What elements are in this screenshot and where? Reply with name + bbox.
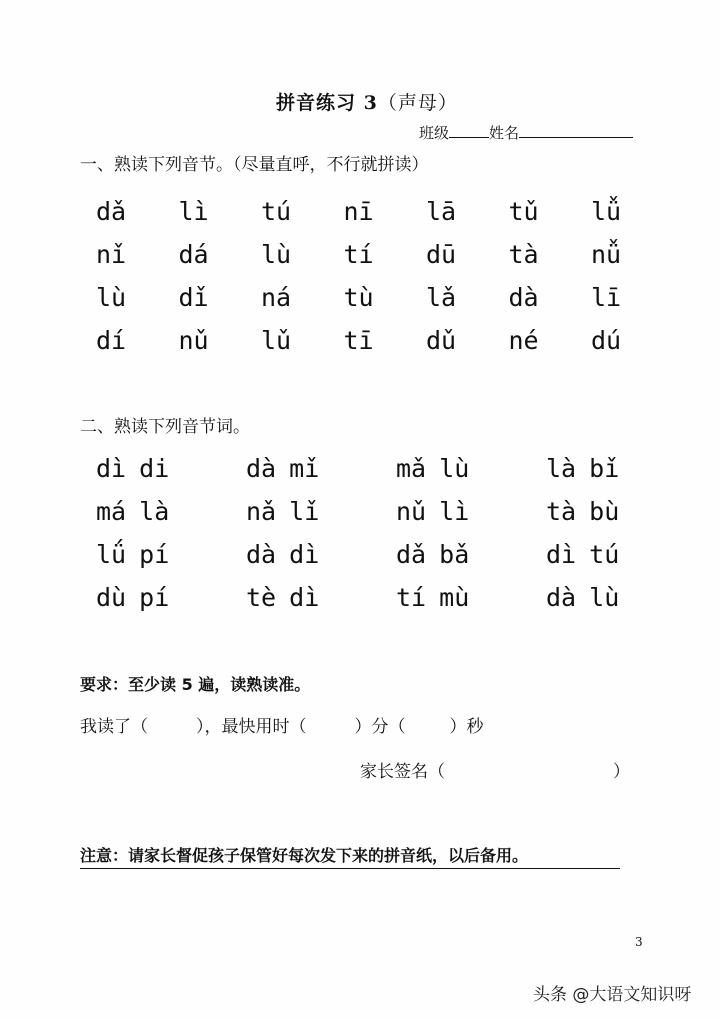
word-row: [96, 447, 696, 490]
syllable: dà: [508, 283, 539, 312]
syllable-row: [96, 233, 674, 276]
section2-heading: 二、熟读下列音节词。: [80, 417, 250, 437]
reading-record-line: [80, 712, 484, 737]
pinyin-word: tà bù: [546, 497, 620, 526]
syllable: lǚ: [591, 197, 622, 226]
name-blank-field[interactable]: [519, 123, 633, 138]
syllable: dǎ: [96, 197, 127, 226]
syllable: dí: [96, 326, 127, 355]
word-row: [96, 533, 696, 576]
word-grid: [96, 447, 696, 619]
syllable: né: [508, 326, 539, 355]
pinyin-word: dì tú: [546, 540, 620, 569]
pinyin-word: tí mù: [396, 583, 470, 612]
pinyin-word: dì di: [96, 454, 170, 483]
name-label: 姓名: [489, 124, 520, 142]
times-read-label: 我读了（: [80, 717, 148, 737]
syllable: nǔ: [178, 326, 209, 355]
syllable: dǐ: [178, 283, 209, 312]
syllable-row: [96, 190, 674, 233]
syllable: ná: [261, 283, 292, 312]
syllable: lì: [178, 197, 209, 226]
syllable: lù: [96, 283, 127, 312]
syllable: tà: [508, 240, 539, 269]
pinyin-word: tè dì: [246, 583, 320, 612]
pinyin-word: là bǐ: [546, 454, 620, 483]
pinyin-word: dà lù: [546, 583, 620, 612]
syllable: nǚ: [591, 240, 622, 269]
class-name-line: [419, 122, 633, 143]
syllable: dú: [591, 326, 622, 355]
pinyin-word: dà dì: [246, 540, 320, 569]
syllable: tǔ: [508, 197, 539, 226]
watermark: 头条 @大语文知识呀: [533, 985, 692, 1005]
page-number: 3: [635, 935, 643, 949]
syllable: tí: [343, 240, 374, 269]
pinyin-word: nǔ lì: [396, 497, 470, 526]
word-row: [96, 490, 696, 533]
signature-label: 家长签名（: [360, 762, 445, 782]
syllable: dū: [426, 240, 457, 269]
pinyin-word: dà mǐ: [246, 454, 320, 483]
syllable: tī: [343, 326, 374, 355]
signature-close: ）: [613, 762, 630, 782]
syllable: lǔ: [261, 326, 292, 355]
title-main: 拼音练习 3: [276, 92, 378, 114]
parent-signature-line: [360, 757, 630, 782]
parent-note: 注意：请家长督促孩子保管好每次发下来的拼音纸，以后备用。: [80, 843, 620, 869]
section1-heading: 一、熟读下列音节。（尽量直呼，不行就拼读）: [80, 155, 429, 175]
pinyin-word: dǎ bǎ: [396, 540, 470, 569]
pinyin-word: mǎ lù: [396, 454, 470, 483]
word-row: [96, 576, 696, 619]
syllable-row: [96, 319, 674, 362]
syllable: lā: [426, 197, 457, 226]
class-label: 班级: [419, 124, 450, 142]
seconds-label: ）秒: [449, 717, 484, 737]
syllable: dǔ: [426, 326, 457, 355]
page-title: [276, 88, 458, 115]
syllable: nǐ: [96, 240, 127, 269]
syllable: lù: [261, 240, 292, 269]
pinyin-word: lǘ pí: [96, 540, 170, 569]
fastest-time-label: ），最快用时（: [196, 717, 307, 737]
syllable: dá: [178, 240, 209, 269]
syllable-grid: [96, 190, 674, 362]
syllable: lī: [591, 283, 622, 312]
syllable: tú: [261, 197, 292, 226]
syllable-row: [96, 276, 674, 319]
title-subtitle: （声母）: [377, 92, 458, 114]
pinyin-word: dù pí: [96, 583, 170, 612]
syllable: tù: [343, 283, 374, 312]
minutes-label: ）分（: [354, 717, 406, 737]
syllable: lǎ: [426, 283, 457, 312]
requirement-text: 要求：至少读 5 遍，读熟读准。: [80, 675, 311, 694]
pinyin-word: nǎ lǐ: [246, 497, 320, 526]
syllable: nī: [343, 197, 374, 226]
class-blank-field[interactable]: [449, 123, 489, 138]
pinyin-word: má là: [96, 497, 170, 526]
